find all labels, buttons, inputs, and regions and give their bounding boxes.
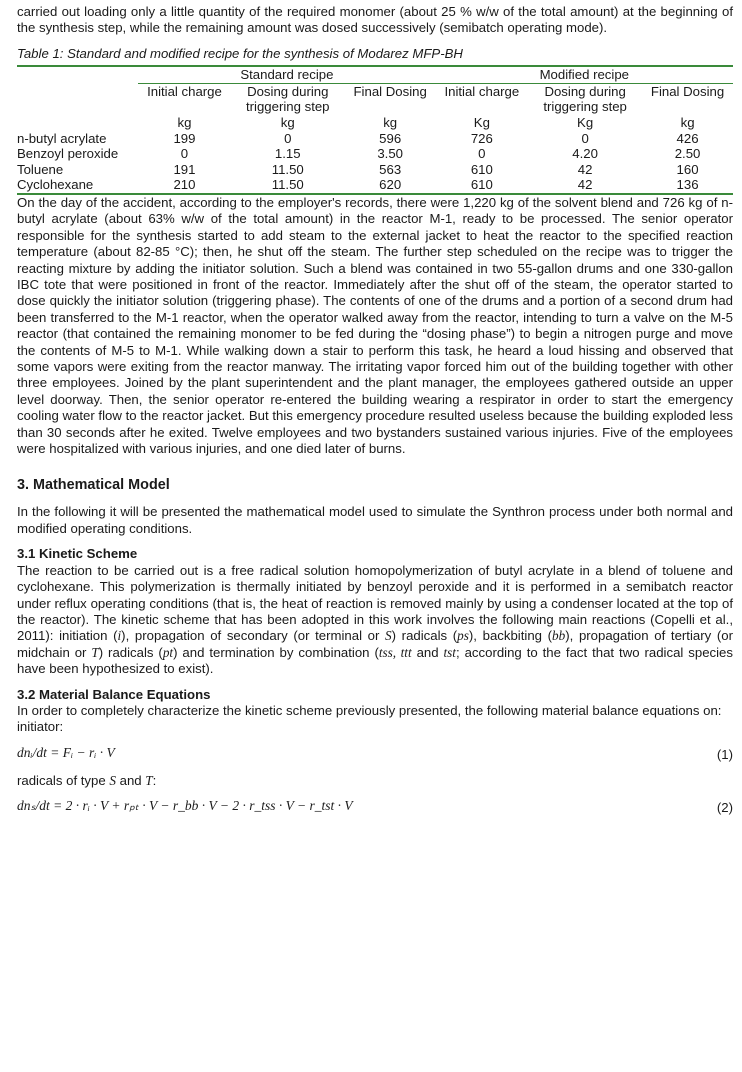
unit-cell: kg (383, 115, 398, 130)
section-3-heading: 3. Mathematical Model (17, 477, 170, 494)
table-cell: 42 (577, 161, 593, 177)
table-cell: 210 (138, 177, 231, 194)
column-header: Final Dosing (650, 83, 725, 99)
group-header-standard: Standard recipe (138, 66, 435, 83)
table-cell: 0 (581, 130, 589, 146)
table-cell: 610 (470, 161, 493, 177)
table-cell: 199 (173, 130, 196, 146)
table-row (17, 146, 733, 162)
table-caption: Table 1: Standard and modified recipe for the synthesis of Modarez MFP-BH (17, 45, 463, 61)
table-cell: 620 (345, 177, 436, 194)
row-label: Toluene (17, 161, 64, 177)
equation-1-body: dnᵢ/dt = Fᵢ − rᵢ · V (17, 744, 115, 760)
section-3-1-text: The reaction to be carried out is a free radical solution homopolymerization of butyl acrylate in a blend of toluene and cyclohexane. This polymerization is thermally initiated by benzoyl peroxide and it is performed in a semibatch reactor under reflux operating conditions (that is, the heat of reaction is removed mainly by using a condenser located at the top of the reactor). The kinetic scheme that has been adopted in this work involves the following main reactions (Copelli et al., 2011): initiation (i), propagation of secondary (or terminal or S) radicals (ps), backbiting (bb), propagation of tertiary (or midchain or T) radicals (pt) and termination by combination (tss, ttt and tst; according to the fact that two radical species have been hypothesized to exist). (17, 562, 733, 677)
row-label: n-butyl acrylate (17, 130, 107, 146)
table-cell: 136 (642, 177, 733, 194)
initiator-label: initiator: (17, 719, 64, 735)
table-cell: 563 (379, 161, 402, 177)
column-header: Dosing during triggering step (245, 83, 330, 115)
column-header: Final Dosing (353, 83, 427, 99)
equation-1-number: (1) (716, 746, 733, 762)
equation-2 (17, 798, 733, 820)
table-cell: 0 (284, 130, 292, 146)
table-units-row (17, 115, 733, 131)
table-group-header-row (17, 66, 733, 83)
equation-2-body: dnₛ/dt = 2 · rᵢ · V + rₚₜ · V − r_bb · V − 2 · r_tss · V − r_tst · V (17, 798, 353, 814)
table-column-header-row (17, 83, 733, 115)
table-cell: 2.50 (674, 146, 701, 162)
table-cell: 4.20 (572, 146, 598, 162)
row-label: Cyclohexane (17, 177, 138, 194)
unit-cell: kg (280, 115, 295, 130)
section-3-1-heading: 3.1 Kinetic Scheme (17, 546, 138, 562)
table-cell: 160 (676, 161, 699, 177)
unit-cell: Kg (577, 115, 594, 130)
table-cell: 3.50 (377, 146, 403, 162)
table-cell: 0 (478, 146, 486, 162)
column-header: Initial charge (147, 83, 222, 99)
table-row (17, 177, 733, 194)
paper-page (17, 4, 733, 820)
equation-2-number: (2) (716, 800, 733, 816)
recipe-table (17, 65, 733, 195)
column-header: Initial charge (444, 83, 520, 99)
table-cell: 610 (436, 177, 529, 194)
table-row (17, 162, 733, 178)
table-cell: 726 (470, 130, 493, 146)
table-cell: 11.50 (271, 161, 304, 177)
section-3-2-text: In order to completely characterize the kinetic scheme previously presented, the following material balance equations on: (17, 702, 722, 718)
table-cell: 596 (379, 130, 402, 146)
section-3-intro: In the following it will be presented the mathematical model used to simulate the Synthron process under both normal and modified operating conditions. (17, 504, 733, 536)
accident-paragraph: On the day of the accident, according to the employer's records, there were 1,220 kg of the solvent blend and 726 kg of n-butyl acrylate (about 63% w/w of the total amount) in the reactor M-1, ready to be processed. The senior operator responsible for the synthesis started to add steam to the external jacket to heat the reactor to the specified reaction temperature (about 82-85 °C); then, he shut off the steam. The further step scheduled on the recipe was to trigger the reacting mixture by adding the initiator solution. Such a blend was contained in two 55-gallon drums and one 330-gallon IBC tote that were positioned in front of the reactor. Immediately after the shut off of the steam, the operator started to dose quickly the initiator solution (triggering phase). The contents of one of the drums and a portion of a second drum had been transferred to the M-1 reactor, when the operator walked away from the reactor, intending to turn a valve on the M-5 reactor (that contained the remaining monomer to be fed during the “dosing phase”) to begin a nitrogen purge and move the contents of M-5 to M-1. While walking down a stair to perform this task, he heard a loud hissing and observed that some vapors were exiting from the reactor manway. The irritating vapor forced him out of the building together with other three employees. Joined by the plant superintendent and the plant manager, the employees gathered outside an upper level doorway. Then, the senior operator re-entered the building wearing a respirator in order to start the emergency cooling water flow to the reactor jacket. But this emergency procedure resulted useless because the building exploded less than 30 seconds after he exited. Twelve employees and two bystanders sustained various injuries. Five of the employees were hospitalized with various injuries, and one died later of burns. (17, 194, 733, 457)
column-header: Dosing during triggering step (543, 83, 627, 115)
section-3-2-heading: 3.2 Material Balance Equations (17, 686, 211, 702)
group-header-modified: Modified recipe (436, 66, 733, 83)
unit-cell: kg (680, 115, 695, 130)
table-cell: 42 (528, 177, 642, 194)
equation-1 (17, 745, 733, 767)
table-cell: 426 (676, 130, 699, 146)
radicals-label: radicals of type S and T: (17, 772, 157, 788)
unit-cell: kg (177, 115, 192, 130)
table-cell: 0 (180, 146, 189, 162)
table-cell: 11.50 (231, 177, 345, 194)
intro-paragraph: carried out loading only a little quantity of the required monomer (about 25 % w/w of the total amount) at the beginning of the synthesis step, while the remaining amount was dosed successively (semibatch operating mode). (17, 4, 733, 36)
table-row (17, 131, 733, 147)
row-label: Benzoyl peroxide (17, 146, 119, 162)
table-corner-cell (17, 66, 138, 83)
table-cell: 191 (173, 161, 196, 177)
table-cell: 1.15 (274, 146, 301, 162)
unit-cell: Kg (473, 115, 490, 130)
